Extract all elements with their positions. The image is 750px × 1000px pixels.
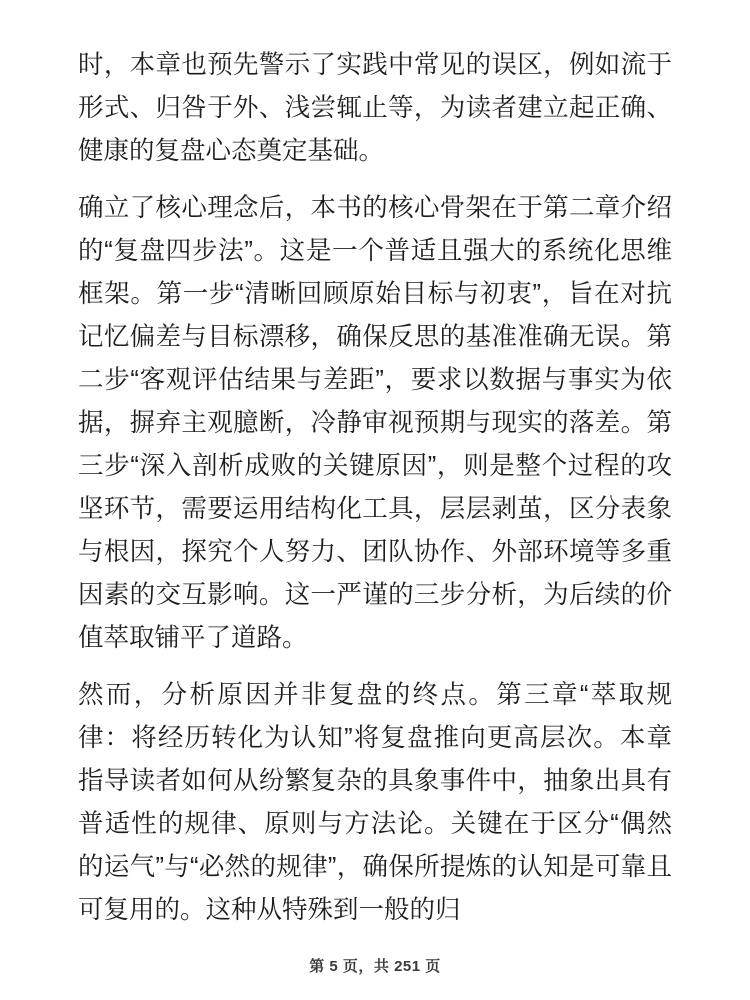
paragraph-1: 时，本章也预先警示了实践中常见的误区，例如流于形式、归咎于外、浅尝辄止等，为读者建立起正确、健康的复盘心态奠定基础。 (78, 51, 672, 165)
paragraph-3: 然而，分析原因并非复盘的终点。第三章“萃取规律：将经历转化为认知”将复盘推向更高层次。本章指导读者如何从纷繁复杂的具象事件中，抽象出具有普适性的规律、原则与方法论。关键在于区分“偶然的运气”与“必然的规律”，确保所提炼的认知是可靠且可复用的。这种从特殊到一般的归 (78, 681, 672, 924)
paragraph-2: 确立了核心理念后，本书的核心骨架在于第二章介绍的“复盘四步法”。这是一个普适且强大的系统化思维框架。第一步“清晰回顾原始目标与初衷”，旨在对抗记忆偏差与目标漂移，确保反思的基准准确无误。第二步“客观评估结果与差距”，要求以数据与事实为依据，摒弃主观臆断，冷静审视预期与现实的落差。第三步“深入剖析成败的关键原因”，则是整个过程的攻坚环节，需要运用结构化工具，层层剥茧，区分表象与根因，探究个人努力、团队协作、外部环境等多重因素的交互影响。这一严谨的三步分析，为后续的价值萃取铺平了道路。 (78, 194, 672, 652)
page-footer: 第 5 页，共 251 页 (309, 958, 441, 975)
